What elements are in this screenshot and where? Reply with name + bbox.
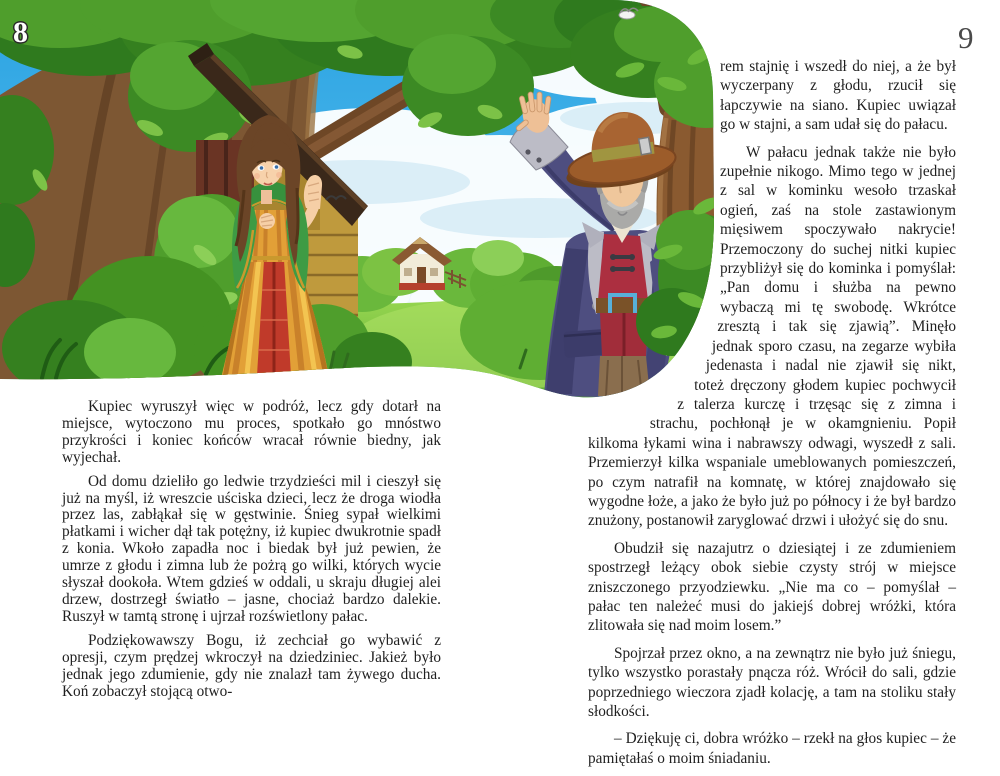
left-page-text: [62, 399, 441, 707]
page-number-left: 8: [13, 16, 28, 49]
paragraph: Spojrzał przez okno, a na zewnątrz nie było już śniegu, tylko wszystko porastały pnącza róż. Wrócił do sali, gdzie poprzedniego wieczora zjadł kolację, a tam na stoliku stały słodkości.: [588, 644, 956, 720]
paragraph: – Dziękuję ci, dobra wróżko – rzekł na głos kupiec – że pamiętałaś o moim śniadaniu.: [588, 730, 956, 767]
paragraph: Podziękowawszy Bogu, iż zechciał go wybawić z opresji, czym prędzej wkroczył na dziedziniec. Jakież było jednak jego zdumienie, gdy nie znalazł tam żywego ducha. Koń zobaczył stojącą otwo-: [62, 631, 441, 700]
paragraph: rem stajnię i wszedł do niej, a że był wyczerpany z głodu, rzucił się łapczywie na siano. Kupiec uwiązał go w stajni, a sam udał się do pałacu.: [720, 58, 956, 134]
paragraph: Obudził się nazajutrz o dziesiątej i ze zdumieniem spostrzegł leżący obok siebie czysty strój w miejsce zniszczonego przyodziewku. „Nie ma co – pomyślał – pałac ten należeć musi do jakiejś dobrej wróżki, która zlitowała się nad moim losem.”: [588, 539, 956, 635]
paragraph: W pałacu jednak także nie było zupełnie nikogo. Mimo tego w jednej z sal w kominku wesoło trzaskał ogień, zaś na stole zastawionym mięsiwem spoczywało nakrycie! Przemoczony do suchej nitki kupiec przybliżył się do kominka i pomyślał: „Pan domu i służba na pewno wybaczą mi tę swobodę. Wkrótce zresztą i tak się zjawią”. Minęło jednak sporo czasu, na zegarze wybiła jedenasta i nadal nie zjawił się nikt, toteż dręczony głodem kupiec pochwycił z talerza kurczę i trzęsąc się z zimna i strachu, pochłonął je w okamgnieniu. Popił kilkoma łykami wina i nabrawszy odwagi, wyszedł z sali. Przemierzył kilka wspaniale umeblowanych pomieszczeń, po czym natrafił na komnatę, w której znajdowało się wygodne łoże, a jako że było już po północy i że był bardzo znużony, postanowił zaryglować drzwi i ułożyć się do snu.: [588, 143, 956, 530]
paragraph: Kupiec wyruszył więc w podróż, lecz gdy dotarł na miejsce, wytoczono mu proces, spotkało go mnóstwo przykrości i koniec końców wracał równie biedny, jak wyjechał.: [62, 398, 441, 466]
right-page-text: [588, 57, 956, 776]
paragraph: Od domu dzieliło go ledwie trzydzieści mil i cieszył się już na myśl, iż wreszcie uściska dzieci, lecz że droga wiodła przez las, zabłąkał się w gęstwinie. Śnieg sypał wielkimi płatkami i wicher dął tak potężny, iż kupiec dwukrotnie spadł z konia. Wkoło zapadła noc i biedak był już pewien, że umrze z głodu i zimna lub że pożrą go wilki, których wycie słyszał dookoła. Wtem gdzieś w oddali, u skraju długiej alei drzew, dostrzegł światło – jasne, chociaż bardzo dalekie. Ruszył w tamtą stronę i ujrzał rozświetlony pałac.: [62, 472, 441, 625]
illustration-text-wrap: [588, 57, 720, 429]
page-number-right: 9: [958, 20, 974, 55]
